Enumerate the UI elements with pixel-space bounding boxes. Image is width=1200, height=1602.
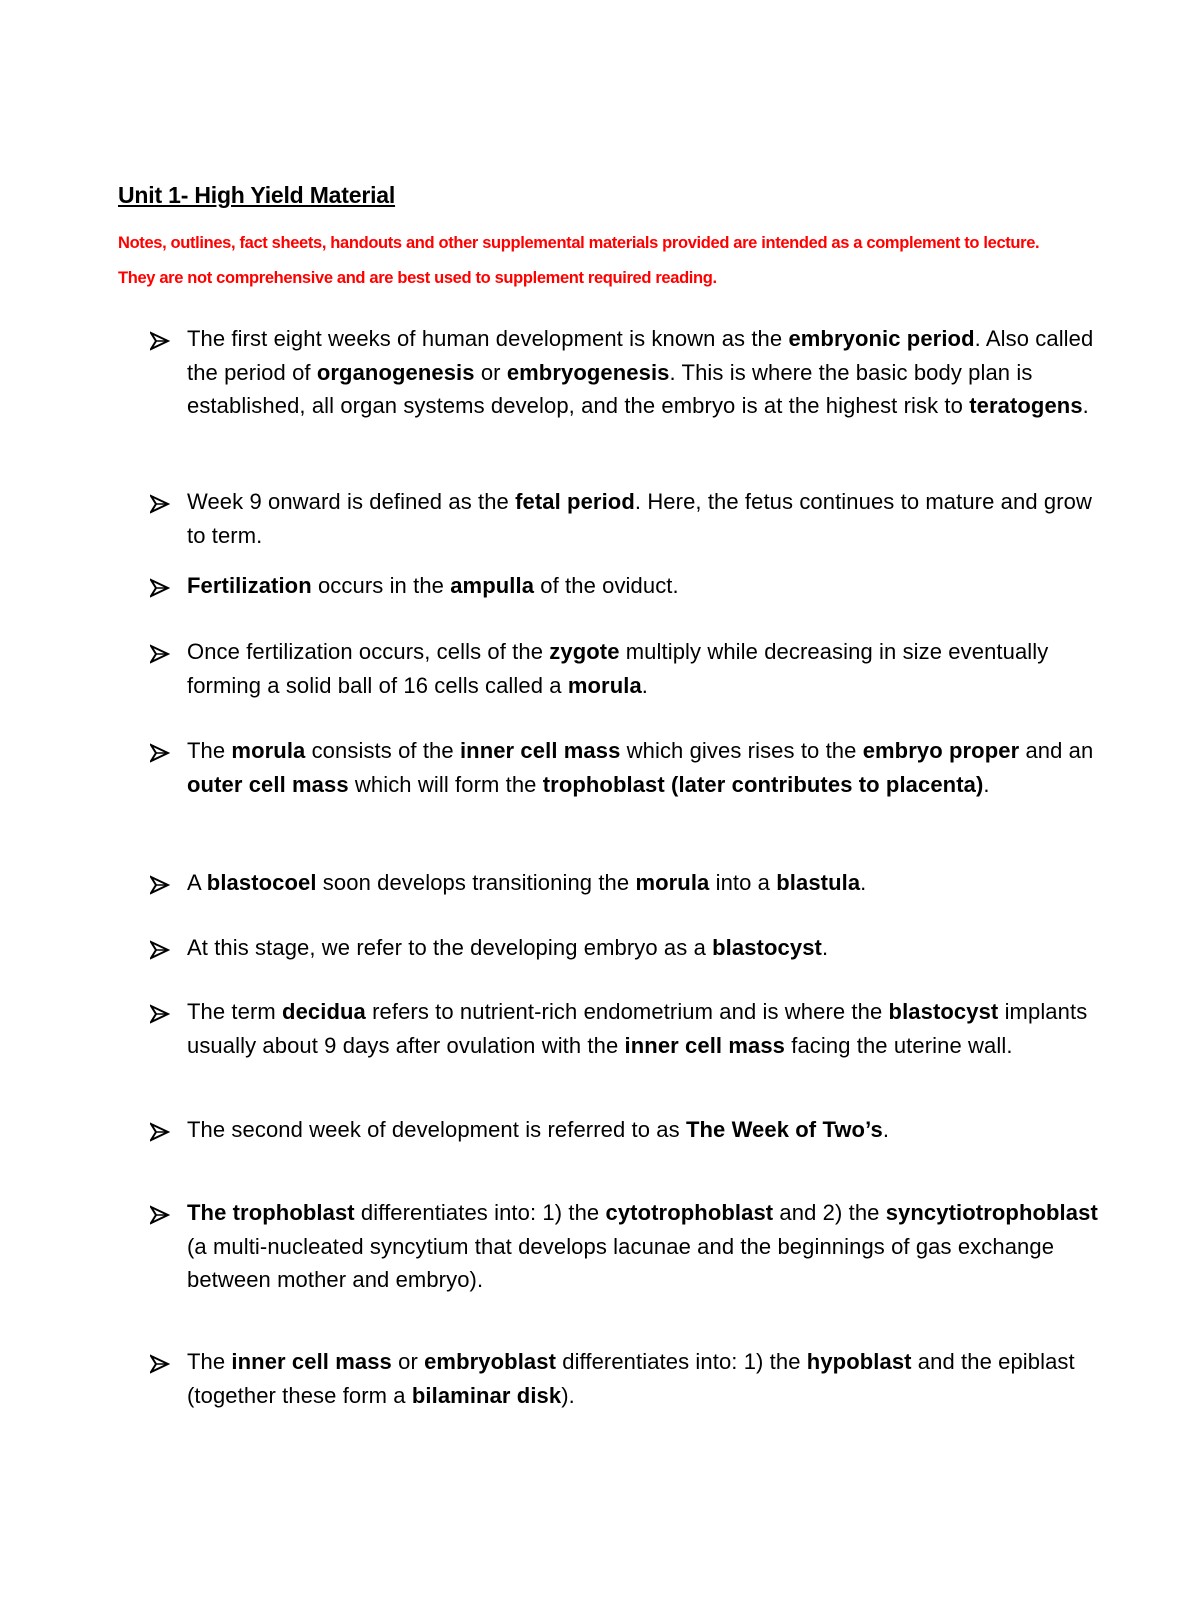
bold-term: trophoblast (later contributes to placenta) [542,771,984,797]
arrowhead-bullet-icon [150,866,174,899]
bullet-text [187,569,1110,603]
text-run: into a [709,870,777,895]
bold-term: morula [567,672,642,698]
bold-term: cytotrophoblast [605,1200,774,1225]
bold-term: embryogenesis [506,359,670,385]
arrowhead-bullet-icon [150,931,174,964]
list-item [150,931,1110,965]
bold-term: bilaminar disk [411,1382,562,1408]
text-run: soon develops transitioning the [316,870,636,895]
arrowhead-bullet-icon [150,569,174,602]
bold-term: embryoblast [424,1349,557,1374]
text-run: . This is where the basic body plan is established, all organ systems develop, and the embryo is at the highest risk to [187,359,1033,418]
list-item [150,995,1110,1062]
text-run: . [882,1117,890,1142]
text-run: differentiates into: 1) the [354,1200,606,1225]
text-run: or [391,1349,425,1374]
bold-term: inner cell mass [624,1032,786,1058]
bold-term: embryo proper [862,738,1020,763]
bullet-text [187,1345,1110,1412]
text-run: and the epiblast (together these form a [187,1349,1075,1408]
bold-term: Fertilization [187,573,312,598]
bold-term: outer cell mass [187,771,349,797]
bold-term: blastocyst [888,999,999,1024]
bullet-text [187,866,1110,900]
list-item [150,635,1110,702]
text-run: . [641,672,649,698]
text-run: implants usually about 9 days after ovulation with the [187,999,1088,1058]
bold-term: morula [231,738,306,763]
list-item [150,866,1110,900]
bold-term: blastocyst [712,935,822,960]
list-item [150,485,1110,552]
disclaimer-note: Notes, outlines, fact sheets, handouts and other supplemental materials provided are intended as a complement to lecture. They are not comprehensive and are best used to supplement required reading. [118,234,1040,287]
bold-term: The Week of Two’s [685,1117,883,1142]
text-run: differentiates into: 1) the [556,1349,807,1374]
text-run: At this stage, we refer to the developing embryo as a [187,935,713,960]
text-run: A [187,870,207,895]
text-run: . [821,935,829,960]
bold-term: blastula [776,870,861,895]
text-run: Once fertilization occurs, cells of the [187,639,550,664]
text-run: and an [1019,738,1094,763]
bold-term: blastocoel [206,870,317,895]
bold-term: morula [635,870,710,895]
bullet-text [187,1113,1110,1147]
text-run: consists of the [305,738,460,763]
bold-term: inner cell mass [231,1349,392,1374]
text-run: The [187,1349,232,1374]
bold-term: decidua [282,999,366,1024]
arrowhead-bullet-icon [150,995,174,1028]
arrowhead-bullet-icon [150,1196,174,1229]
arrowhead-bullet-icon [150,1113,174,1146]
text-run: (a multi-nucleated syncytium that develops lacunae and the beginnings of gas exchange between mother and embryo). [187,1233,1055,1292]
text-run: . Also called the period of [187,326,1094,385]
text-run: occurs in the [311,573,451,598]
text-run: and 2) the [773,1200,886,1225]
arrowhead-bullet-icon [150,635,174,668]
bold-term: zygote [549,639,620,664]
text-run: . Here, the fetus continues to mature and grow to term. [187,489,1092,548]
text-run: of the oviduct. [534,573,679,598]
arrowhead-bullet-icon [150,485,174,518]
bold-term: The trophoblast [187,1200,355,1225]
list-item [150,1113,1110,1147]
bold-term: fetal period [515,489,635,514]
bold-term: hypoblast [806,1349,912,1374]
text-run: . [1082,393,1089,418]
text-run: The second week of development is referred to as [187,1117,686,1142]
text-run: . [860,870,867,895]
text-run: . [983,771,990,797]
list-item [150,734,1110,801]
arrowhead-bullet-icon [150,322,174,355]
bold-term: organogenesis [316,359,475,385]
arrowhead-bullet-icon [150,1345,174,1378]
bullet-text [187,995,1110,1062]
text-run: which will form the [348,771,543,797]
text-run: The [187,738,232,763]
list-item [150,322,1110,423]
list-item [150,569,1110,603]
text-run: ). [561,1382,575,1408]
text-run: facing the uterine wall. [785,1032,1013,1058]
bullet-text [187,734,1110,801]
text-run: The first eight weeks of human development is known as the [187,326,789,351]
bold-term: inner cell mass [459,738,621,763]
text-run: or [474,359,507,385]
bullet-text [187,485,1110,552]
list-item [150,1345,1110,1412]
text-run: which gives rises to the [620,738,863,763]
bold-term: syncytiotrophoblast [885,1200,1098,1225]
list-item [150,1196,1110,1297]
bullet-text [187,931,1110,965]
bold-term: teratogens [969,393,1083,418]
arrowhead-bullet-icon [150,734,174,767]
text-run: The term [187,999,283,1024]
bullet-text [187,635,1110,702]
page-title: Unit 1- High Yield Material [118,182,396,208]
bullet-text [187,322,1110,423]
bold-term: embryonic period [788,326,975,351]
text-run: multiply while decreasing in size eventually forming a solid ball of 16 cells called a [187,639,1049,698]
bold-term: ampulla [450,573,535,598]
bullet-text [187,1196,1110,1297]
text-run: refers to nutrient-rich endometrium and is where the [365,999,889,1024]
text-run: Week 9 onward is defined as the [187,489,516,514]
